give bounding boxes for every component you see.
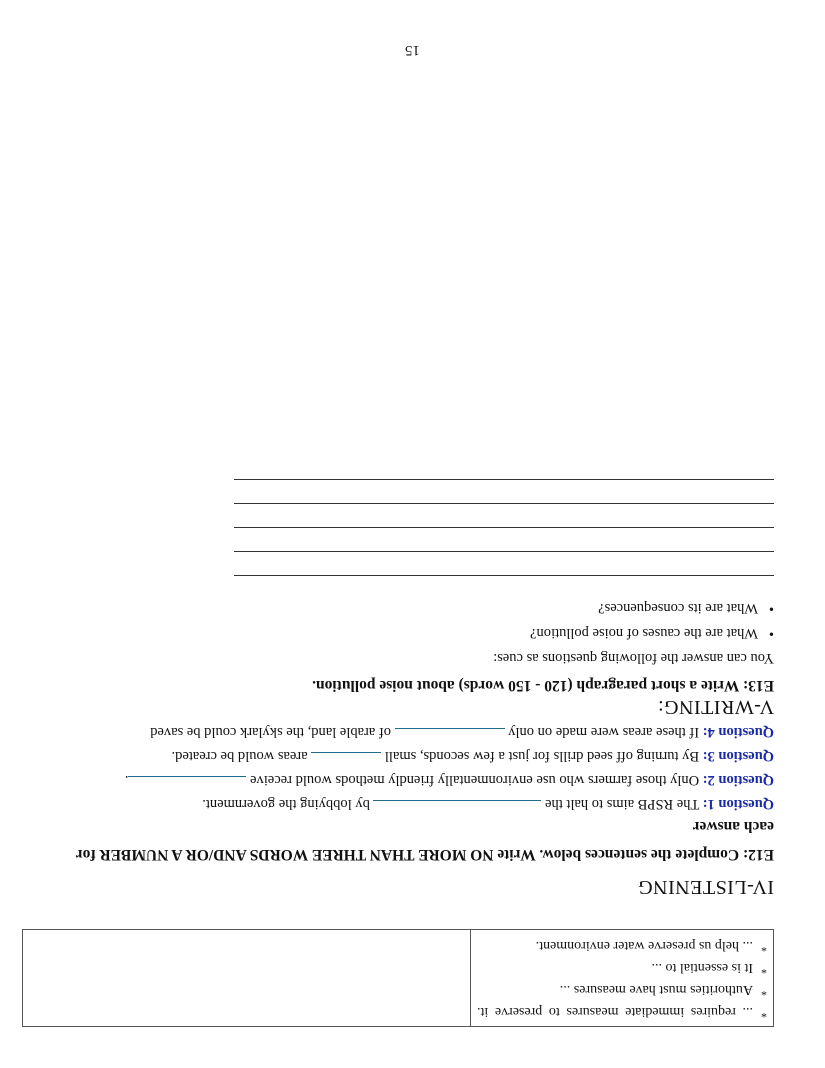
writing-cue-bullet	[598, 599, 774, 616]
writing-cues-intro: You can answer the following questions as cues:	[493, 650, 774, 666]
question-label: Question 3:	[702, 748, 774, 764]
question-label: Question 4:	[702, 724, 774, 740]
answer-line[interactable]	[234, 575, 774, 576]
question-text-before: Only those farmers who use environmentally friendly methods would receive	[250, 772, 700, 788]
listening-instruction: E12: Complete the sentences below. Write NO MORE THAN THREE WORDS AND/OR A NUMBER for each answer	[76, 818, 774, 863]
answer-line[interactable]	[234, 527, 774, 528]
answer-blank[interactable]	[128, 776, 246, 788]
bullet-symbol: •	[768, 600, 774, 616]
question-text-after: .	[124, 772, 129, 788]
question-text-before: The RSPB aims to halt the	[545, 796, 700, 812]
answer-line[interactable]	[234, 479, 774, 480]
cue-item-text: ... requires immediate measures to preserve it.	[477, 1004, 753, 1019]
question-label: Question 2:	[702, 772, 774, 788]
writing-instruction: E13: Write a short paragraph (120 - 150 words) about noise pollution.	[312, 677, 774, 694]
answer-blank[interactable]	[395, 728, 505, 740]
cue-items-cell	[471, 930, 774, 1027]
cue-item-text: Authorities must have measures ...	[559, 982, 753, 997]
question-text-after: by lobbying the government.	[202, 796, 370, 812]
cue-table	[22, 929, 774, 1027]
bullet-text: What are the causes of noise pollution?	[530, 625, 758, 641]
cue-item-text: It is essential to ...	[651, 960, 753, 975]
question-4	[150, 723, 774, 740]
star-bullet: *	[761, 1007, 767, 1021]
writing-cue-bullet	[530, 624, 774, 641]
question-text-after: of arable land, the skylark could be saved	[150, 724, 391, 740]
star-bullet: *	[761, 941, 767, 955]
answer-line[interactable]	[234, 503, 774, 504]
writing-heading: V-WRITING:	[657, 696, 774, 718]
cue-item	[477, 978, 767, 1000]
question-1	[202, 795, 774, 812]
cue-item	[477, 934, 767, 956]
cue-item	[477, 956, 767, 978]
question-3	[172, 747, 775, 764]
answer-blank[interactable]	[311, 752, 381, 764]
star-bullet: *	[761, 985, 767, 999]
empty-answer-cell	[23, 930, 471, 1027]
answer-line[interactable]	[234, 551, 774, 552]
page-number: 15	[405, 42, 420, 58]
question-text-before: If these areas were made on only	[508, 724, 700, 740]
cue-item-text: ... help us preserve water environment.	[535, 938, 753, 953]
bullet-symbol: •	[768, 625, 774, 641]
cue-item	[477, 1000, 767, 1022]
star-bullet: *	[761, 963, 767, 977]
question-text-before: By turning off seed drills for just a few seconds, small	[384, 748, 700, 764]
listening-heading: IV-LISTENING	[637, 876, 774, 898]
question-text-after: areas would be created.	[171, 748, 308, 764]
bullet-text: What are its consequences?	[598, 600, 758, 616]
answer-blank[interactable]	[373, 800, 541, 812]
question-2	[125, 771, 774, 788]
question-label: Question 1:	[702, 796, 774, 812]
